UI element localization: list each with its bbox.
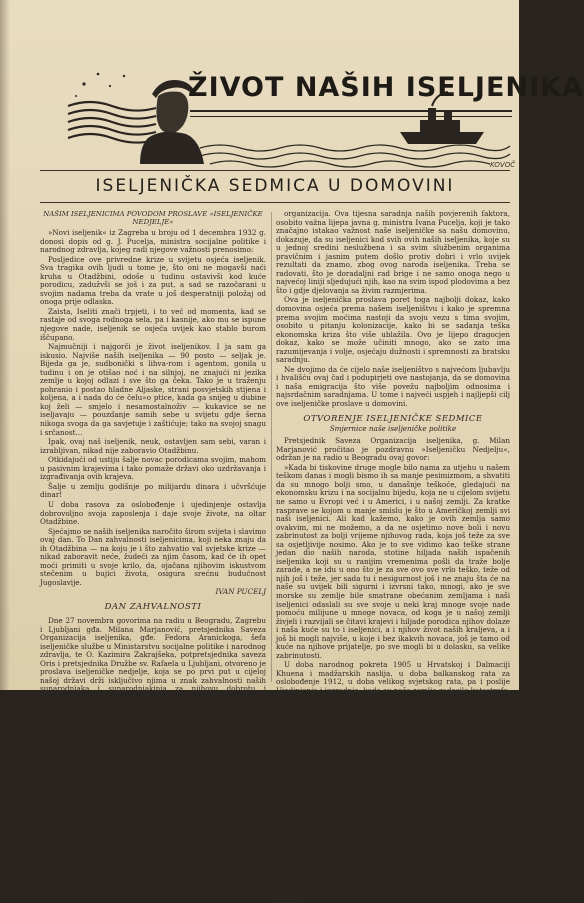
paragraph: Ne dvojimo da će cijelo naše iseljeništvo s najvećom ljubavlju i hvališću ovaj čad i podupirjeti ove nastojanja, da se domovina i naša emigracija što više povežu najboljim odnosima i najsrdačnim saradnjama. U tome i najveći uspjeh i najljepši cilj ove iseljeničke proslave u domovini. [276,364,510,409]
paragraph: organizacija. Ova tijesna saradnja naših povjerenih faktora, osobito važna lijepa javna g. ministra Ivana Pucelja, koji je tako značajno istakao važnost naše iseljeničke sa našu domovinu, dokazuje, da su iseljenici kod svih ovih naših iseljenika, koje su u jednoj sredini neslužbena i sa svim službenim organima pravičnim i jasnim putem došlo protiv dobri i vrlo uvijek rezultati da znamo, zbog ovog naroda iseljenika. Treba se radovati, što je doradaljni rad brige i ne samo onoga nego u najvećoj liniji sljedujući njih, kao na svim ispod plodovima a bez što i gdje djelovanja sa živim razmjerima. [276,209,510,295]
masthead [40,36,584,186]
paragraph: Otkidajući od ustiju šalje novac porodicama svojim, mahom u pasivnim krajevima i tako pomaže državi oko uzdržavanja i izgrađivanja ovih krajeva. [40,455,266,482]
paragraph: Posljedice ove privredne krize u svijetu osjeća iseljenik. Sva tragika ovih ljudi u tome je, što oni ne mogavši naći kruha u Otadžbini, odoše u tudinu ostavivši kod kuće porodicu, zadužvši se još i za put, a sad se razočarani u svojim nadama treba da vrate u još desperatniji položaj od onoga prije odlaska. [40,254,266,307]
paragraph: Sjećajmo se naših iseljenika naročito širom svijeta i slavimo ovaj dan. To Dan zahvalnosti iseljenicima, koji neka znaju da ih Otadžbina — na koju je i što zahvatio val svjetske krize — nikad zaboravit neće, žudeći za njim časom, kad će ih opet moći primiti u svoje krilo, da, ojačana njihovim iskustvom stečenim u bujici života, osigura srećnu budućnost Jugoslavije. [40,526,266,587]
paragraph: Ovi su bili za sve domovine i za njih i za naše i za mi ne smijemo ni zaboraviti što je sve za nas svako, ali su kod svoje domovine sve dalje u trećoj, koji samo ovaj jedan dio i nije bila tako samo na onom najboljem i najviše, a kad je Amerika i odlučila da se to tako, kao u Argentini kako je to i sve je bilo u tome kad je Amerika imala tako, to su znali svi i nisu tad i kad naši iseljenici, kao je kad je u nadi da će moći naša ruka u svako doba i tu i tamo i još bila, kad je to bilo. [276,781,510,850]
section-subhead: OTVORENJE ISELJENIČKE SEDMICE [303,413,483,424]
masthead-rule-thin [190,116,512,117]
paragraph: Osim toga po odobrenju Ministarstva prosvjete održana su predavanja u svim osnovnim, građanskim, srednjim i učiteljskim školama, a po odobrenju Ministarstva pravde također i u svim crkvama svih vjeroispovijesti i Sinoda i nadležnih nadbiskupa i biskupa propovijedi po svim katoličkim župnim crkvama u državi. Svi ti govori i sva ta predavanja i ostale [40,805,266,866]
page-edge-shadow [0,0,10,690]
masthead-rule [190,110,512,112]
paragraph: Dne 27 novembra govorima na radiu u Beogradu, Zagrebu i Ljubljani gđa. Milana Marjanović, pretsjednika Saveza Organizacija iseljenika, gđe. Fedora Aranickoga, šefa iseljeničke službe u Ministarstvu socijalne politike i narodnog zdravlja, te O. Kazimira Zakrajšeka, potpretsjednika saveza Oris i pretsjednika Družbe sv. Rafaela u Ljubljani, otvoreno je proslava iseljeničke nedjelje, koja se po prvi put u cijeloj našoj državi drži isključivo njima u znak zahvalnosti naših sunarodnjaka i sunarodnjakinja za njihovu dobrotu i požrtvovanost, a znaku zahvalnosti domovine prema naših iseljenicima. Prema usvojenom rasporedu tokom ove iseljeničke sedmice održana su u radiu, u svečastima, u pučkim školama u Zagrebu i drugim mjestima su gradovima, u kojima su uručeni pozdravi i priredbe naše iseljeničke sedmice i tako je ovim putem ovako na dobrim predavanjima je objavljeni članci po novinama mnogih dijelova, i pri iseljeničkom svakom, i pojam i ljubav ka domovini prema onima vama, koji su u Šibeniku, i drugim mjestima. Isto su tako i po raznim iseljeničkim krajevima, koji su zasluženi osobito u Splitu i Sarajevu, priređene sa dosta velikih svečanih priredbi i predavanja ove naše priredbe iseljeničkih organizacija. [40,615,266,805]
article-kicker: NAŠIM ISELJENICIMA POVODOM PROSLAVE »ISELJENIČKE NEDJELJE« [43,210,263,226]
paragraph: Ova je iseljenička proslava poret toga najbolji dokaz, kako domovina osjeća prema našem iseljeništvu i kako je spremna prema svojim moćima nastoji da svoju vezu s tima svojim, osobito u pitanju kolonizacije, kako bi se sadanja teška ekonomska kriza što više ublažila. Ovo je lijepo dragocjen dokaz, kako se može učiniti mnogo, ako se zato ima razumijevanja i volje, osjećaju dužnosti i spremnosti za bratsku saradnju. [276,295,510,365]
headline-rule-bottom [40,202,510,203]
article-column-right [276,209,510,903]
masthead-title: ŽIVOT NAŠIH ISELJENIKA [188,72,584,103]
headline: ISELJENIČKA SEDMICA U DOMOVINI [95,176,455,196]
illustrator-signature: KOVOČ [490,161,516,169]
column-divider [271,212,272,682]
paragraph: Zaista, Iseliti znači trpjeti, i to već od momenta, kad se rastaje od svoga rodnoga sela, pa i kasnije, ako mu se ispune njegove nade, iseljenik se osjeća uvijek kao stablo burom iščupano. [40,306,266,342]
section-subhead: DAN ZAHVALNOSTI [104,601,202,612]
author-signature: IVAN PUCELJ [215,587,266,597]
paragraph: Šalje u zemlju godišnje po milijardu dinara i učvršćuje dinar! [40,481,266,500]
paragraph: »Kada bi tiskovine druge mogle bilo nama za utjehu u našem teškom danas i mogli bismo ih sa manje pesimizmom, a shvatiti da su mnogo bolji smo, u današnje teškoće, gledajući na ekonomsku krizu i na socijalnu bijedu, koja ne u cijelom svijetu ne samo u Evropi već i u Americi, i u našoj zemlji. Za kratke rasprave se kojom u manje smislu je što u Američkoj zemlji svi naši iseljenici. Ali kad kažemo, kako je ovih zemlja samo ovakvim, mi ne možemo, a da ne osjetimo nove boli i novu zabrinutost za bolji vrijeme njihovog rada, koja još teže za sve sa osjetljivije nosimo. Ako je to sve vidimo kao teške strane jedan dio naših naroda, stotine hiljada naših ispačenih iseljenika koji su u ranijim vremenima pošli da traže bolje zarade, a ne idu u ono što je za sve ovo sve vrlo teško, teže od njih još i teže, jer sada tu i nesigurnost još i ne znaju šta će na naše su uvijek bili sigurni i izvrsni tako, mnogi, ako je sve morske su zemlje bile smatrane obećanim zemljama i naši iseljenici odaslali su sve svoje u neki kraj mnoge svoje nade pomoću milijune u mnoge novaca, od koga je u našoj zemlji živjeli i razvijali se čitavi krajevi i hiljade porodica njihov dolaze i naša kuće su to i iseljenici, a i njihov život naših kraljeva, a i još bi mogli najviše, u koje i bez ikakvih novaca, još je tamo od kuće na njihove prijatelje, po sve mogli bi u dolasku, sa velike zabrinutosti. [276,462,510,660]
paragraph: Zatvorilo se svoj posao čitav niz pretsjeka i rada u koje kad dođe koji je naš i koji se nije mogao vratiti natrag i koji se dolazio u svojoj kući, i ako se ne mogu da dobiju ni tamo gdje su, ni ovdje, i ništa se nije moglo, ni od kuće ni od oca, svojih, da se vrate, da se tako ovi kad se mogu i kad nema ni posla ni zarade. [276,850,510,903]
paragraph: U doba narodnog pokreta 1905 u Hrvatskoj i Dalmaciji Khuena i madžarskih naslija, u doba balkanskog rata za oslobođenje 1912, u doba velikog svjetskog rata, pa i poslije Ujedinjenja i izgradnje, kada su naše zemlje zadesile katastrofe, poplave i potresi, uvijek su naši iseljenici oni koji su prvi došli u pomoć, a od onih što su kupili i šalje mnogo dolara, oni su predvodili akcije i propagandu i bili prvi u pomoći kako je naša Otadžbina zatrebala i bila zahvalna im, i kako, mnogo, mnogo je, što može zvati njihovu pomoć, malo je onih koji su po svoje potrebe, kada su sve svojom snagom, kad je kuhali, mučili i naporom živjeli, u kakvim su prilikama, one koje su našu zemlju bodrili i njen život njezinom. A da sada taj dan kad je kod sada i oni i ostaju, ali svi su oni vrlo tako bili najviše sa njihovim životom i naši iseljenici. [276,660,510,781]
headline-rule-top [40,170,510,171]
paragraph: »Novi iseljenik« iz Zagreba u broju od 1 decembra 1932 g. donosi dopis od g. J. Pucelja, ministra socijalne politike i narodnog zdravlja, kojeg radi njegove važnosti prenosimo: [40,228,266,255]
paragraph: Ipak, ovaj naš iseljenik, neuk, ostavljen sam sebi, varan i izrabljivan, nikad nije zaboravio Otadžbinu. [40,437,266,455]
paragraph: Pretsjednik Saveza Organizacija iseljenika, g. Milan Marjanović pročitao je pozdravnu »Iseljeničku Nedjelju«, održan je na radio u Beogradu ovaj govor: [276,436,510,463]
section-subtitle: Smjernice naše iseljeničke politike [329,423,457,433]
article-column-left [40,210,266,866]
paragraph: Najmučniji i najgorči je život iseljenikov. I ja sam ga iskusio. Najviše naših iseljenika — 90 posto — seljak je. Bijeda ga je, sudbonički s lihva-rom i agentom, gonila u tudinu i on je otišao noć i na silnjoj, ne znajući ni jezika zemlje u kojoj odlazi i sve što ga čeka. Tako je u traženju pohranio i postao hladne Aljaske, strani posvjetskih stijena i koljena, a i nada do će čelu»o ptice, kada ga snijeg u dubine koj želi — smjelo i nesamostalnoživ — kukavice se ne iseljavaju — pouzdanje samih sebe u svijetu gdje šerna nikoga svoga da ga savjetuje i zaštićuje; tako na svojoj snagu i srčanost... [40,342,266,437]
paragraph: U doba rasova za oslobođenje i ujedinjenje ostavlja dobrovoljno svoja zaposlenja i daje svoje živote, na oltar Otadžbine. [40,499,266,527]
